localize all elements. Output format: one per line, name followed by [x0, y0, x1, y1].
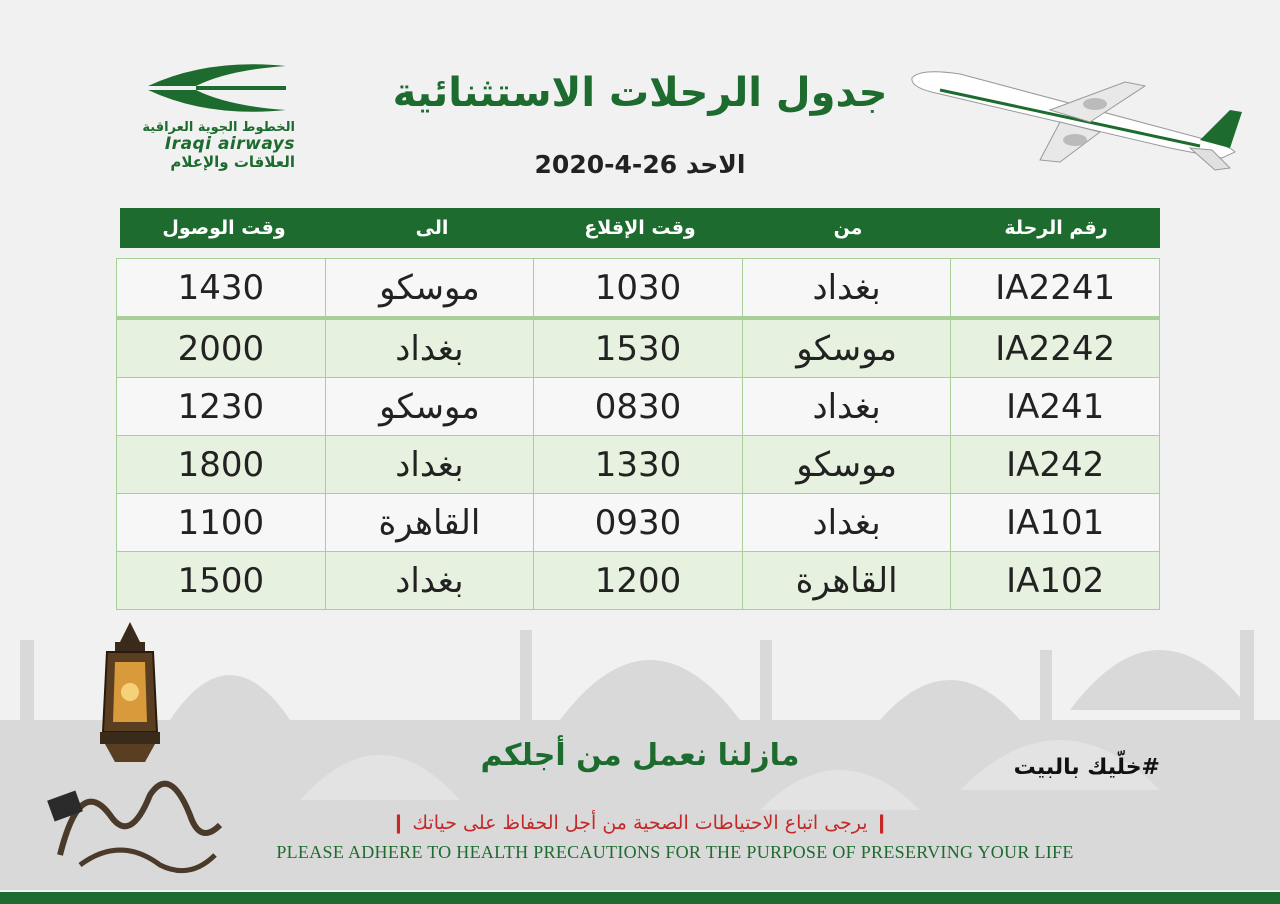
airplane-icon: [900, 60, 1250, 180]
departure-time-cell: 0930: [533, 494, 742, 552]
flight-number-cell: IA102: [950, 552, 1160, 610]
page-title: جدول الرحلات الاستثنائية: [392, 70, 888, 116]
stay-home-hashtag: #خلّيك بالبيت: [1013, 755, 1160, 780]
table-row: [116, 494, 1160, 552]
from-cell: موسكو: [742, 436, 951, 494]
logo-department: العلاقات والإعلام: [170, 153, 295, 171]
notice-bar-right: ❙: [390, 812, 407, 834]
airline-wing-icon: [138, 58, 288, 118]
to-cell: القاهرة: [325, 494, 534, 552]
table-row: [116, 378, 1160, 436]
to-cell: بغداد: [325, 320, 534, 378]
to-cell: موسكو: [325, 259, 534, 317]
flight-number-cell: IA2241: [950, 259, 1160, 317]
to-cell: موسكو: [325, 378, 534, 436]
bottom-green-bar: [0, 892, 1280, 904]
schedule-date: الاحد 26-4-2020: [534, 150, 746, 179]
from-cell: بغداد: [742, 494, 951, 552]
schedule-table-header: [120, 208, 1160, 248]
arrival-time-cell: 1230: [116, 378, 325, 436]
departure-time-cell: 1200: [533, 552, 742, 610]
column-header-arrival-time: وقت الوصول: [162, 217, 286, 239]
arrival-time-cell: 1100: [116, 494, 325, 552]
ramadan-calligraphy-decoration: [40, 755, 230, 885]
departure-time-cell: 1030: [533, 259, 742, 317]
flight-number-cell: IA2242: [950, 320, 1160, 378]
logo-english-name: Iraqi airways: [164, 134, 295, 154]
schedule-table-body: [116, 258, 1160, 610]
from-cell: موسكو: [742, 320, 951, 378]
column-header-from: من: [833, 217, 863, 239]
table-row: [116, 552, 1160, 610]
departure-time-cell: 1530: [533, 320, 742, 378]
column-header-flight-number: رقم الرحلة: [1004, 217, 1108, 239]
iraqi-airways-logo: [130, 58, 295, 188]
from-cell: بغداد: [742, 259, 951, 317]
arrival-time-cell: 1800: [116, 436, 325, 494]
to-cell: بغداد: [325, 552, 534, 610]
to-cell: بغداد: [325, 436, 534, 494]
notice-bar-left: ❙: [873, 812, 890, 834]
from-cell: بغداد: [742, 378, 951, 436]
health-notice-arabic: [360, 812, 920, 834]
table-row: [116, 436, 1160, 494]
table-row: [116, 259, 1160, 320]
column-header-departure-time: وقت الإقلاع: [584, 217, 696, 239]
health-notice-english: PLEASE ADHERE TO HEALTH PRECAUTIONS FOR THE PURPOSE OF PRESERVING YOUR LIFE: [276, 842, 1074, 862]
departure-time-cell: 1330: [533, 436, 742, 494]
arrival-time-cell: 1500: [116, 552, 325, 610]
health-notice-arabic-text: يرجى اتباع الاحتياطات الصحية من أجل الحفاظ على حياتك: [412, 812, 868, 834]
logo-arabic-name: الخطوط الجوية العراقية: [142, 120, 295, 135]
column-header-to: الى: [415, 217, 449, 239]
table-row: [116, 320, 1160, 378]
from-cell: القاهرة: [742, 552, 951, 610]
flight-number-cell: IA101: [950, 494, 1160, 552]
arrival-time-cell: 2000: [116, 320, 325, 378]
slogan-text: مازلنا نعمل من أجلكم: [480, 738, 800, 773]
arrival-time-cell: 1430: [116, 259, 325, 317]
ramadan-lantern-icon: [95, 622, 165, 772]
departure-time-cell: 0830: [533, 378, 742, 436]
flight-number-cell: IA242: [950, 436, 1160, 494]
flight-number-cell: IA241: [950, 378, 1160, 436]
